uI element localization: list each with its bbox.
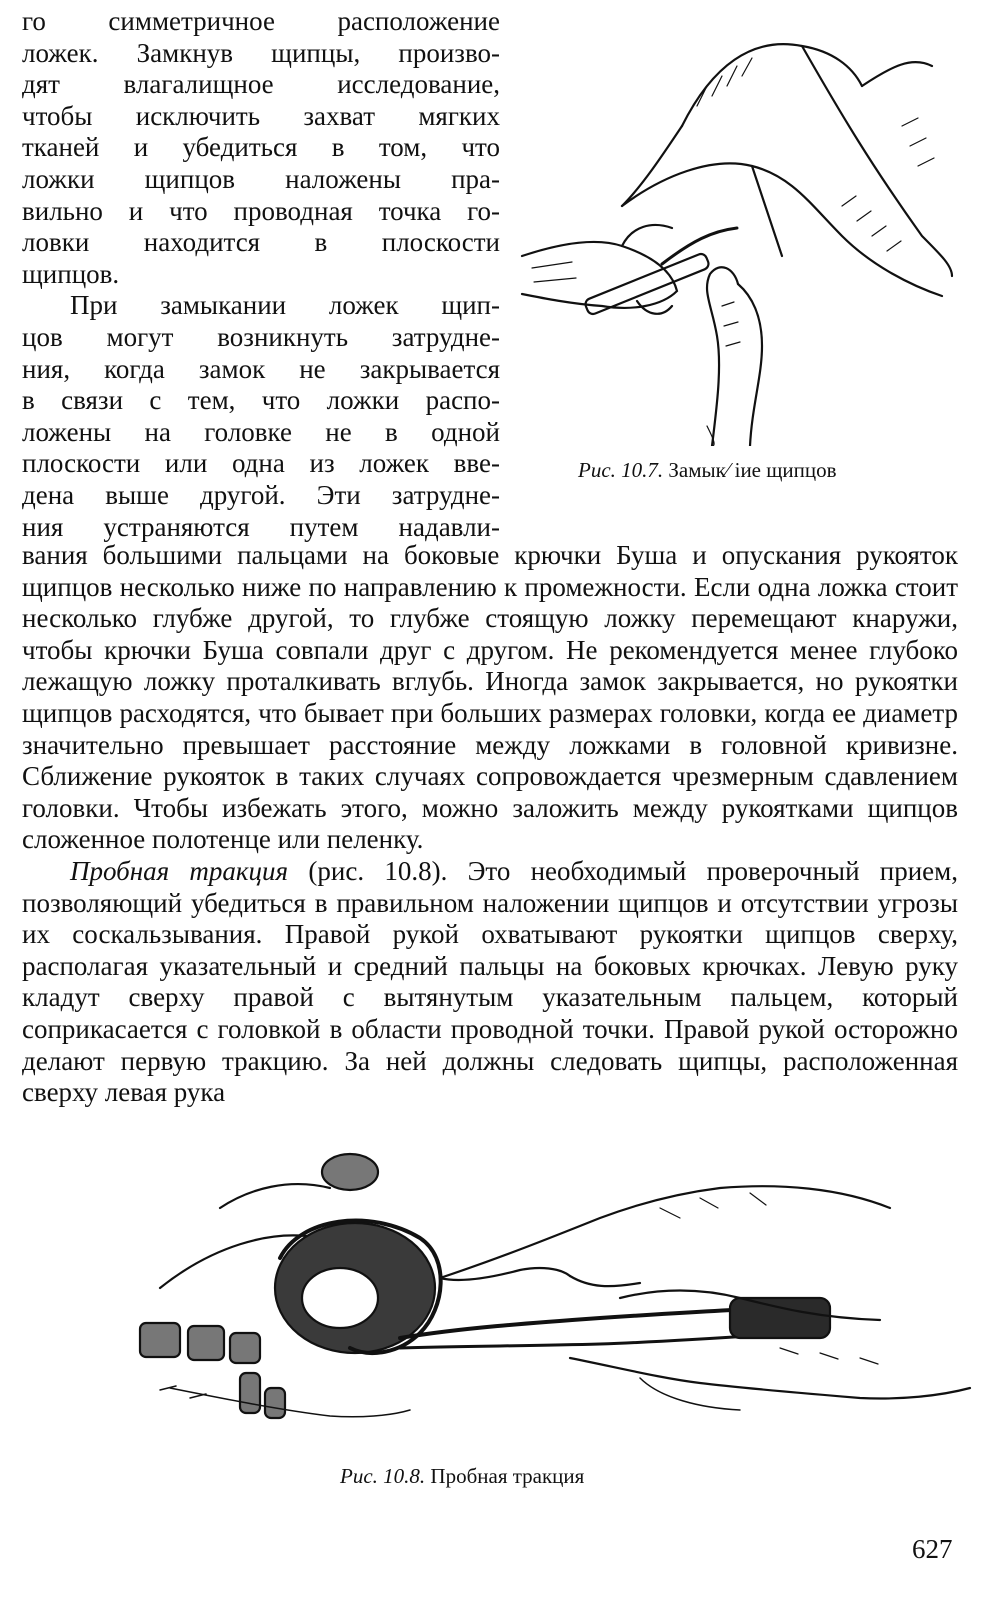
paragraph-1 <box>22 6 500 290</box>
italic-term: Пробная тракция <box>70 855 289 886</box>
paragraph-2-continuation: вания большими пальцами на боковые крючки Буша и опускания рукояток щипцов несколько ниже по направлению к промежности. Если одна ложка стоит несколько глубже другой, то глубже стоящую ложку перемещают кнаружи, чтобы крючки Буша совпали друг с другом. Не рекомендуется менее глубоко лежащую ложку проталкивать вглубь. Иногда замок закрывается, но рукоятки щипцов расходятся, что бывает при больших размерах головки, когда ее диаметр значительно превышает расстояние между ложками в головной кривизне. Сближение рукояток в таких случаях сопровождается чрезмерным сдавлением головки. Чтобы избежать этого, можно заложить между рукоятками щипцов сложенное полотенце или пеленку. <box>22 540 958 855</box>
text-line: ния, когда замок не закрывается <box>22 353 500 384</box>
text-line: ложки щипцов наложены пра- <box>22 163 500 194</box>
figure-10-8-illustration <box>100 1148 980 1452</box>
text-line: тканей и убедиться в том, что <box>22 132 500 163</box>
text-line: дят влагалищное исследование, <box>22 69 500 100</box>
top-text-block <box>22 6 500 543</box>
figure-10-7-caption <box>578 458 837 483</box>
paragraph-3 <box>22 856 958 1109</box>
text-line: чтобы исключить захват мягких <box>22 100 500 131</box>
figure-10-7-illustration <box>512 6 982 446</box>
paragraph-text: (рис. 10.8). Это необходимый проверочный прием, позволяющий убедиться в правильном наложении щипцов и отсутствии угрозы их соскальзывания. Правой рукой охватывают рукоятки щипцов сверху, располагая указательный и средний пальцы на боковых крючках. Левую руку кладут сверху правой с вытянутым указательным пальцем, который соприкасается с головкой в области проводной точки. Правой рукой осторожно делают первую тракцию. За ней должны следовать щипцы, расположенная сверху левая рука <box>22 855 958 1108</box>
paragraph-2-start <box>22 290 500 543</box>
text-line: ложены на головке не в одной <box>22 416 500 447</box>
figure-title: Замык⁄ іие щипцов <box>668 458 837 482</box>
text-line: ловки находится в плоскости <box>22 227 500 258</box>
text-line: го симметричное расположение <box>22 6 500 36</box>
text-line: ния устраняются путем надавли- <box>22 511 500 542</box>
page-number: 627 <box>912 1534 953 1564</box>
figure-10-8-caption <box>340 1464 584 1489</box>
text-line: При замыкании ложек щип- <box>70 290 500 321</box>
text-line: в связи с тем, что ложки распо- <box>22 385 500 416</box>
text-line: ложек. Замкнув щипцы, произво- <box>22 37 500 68</box>
text-line: плоскости или одна из ложек вве- <box>22 448 500 479</box>
figure-label: Рис. 10.8. <box>340 1464 426 1488</box>
main-text-block <box>22 540 958 1109</box>
text-line: вильно и что проводная точка го- <box>22 195 500 226</box>
text-line: цов могут возникнуть затрудне- <box>22 321 500 352</box>
figure-title: Пробная тракция <box>430 1464 585 1488</box>
figure-label: Рис. 10.7. <box>578 458 664 482</box>
text-line: дена выше другой. Эти затрудне- <box>22 479 500 510</box>
text-line: щипцов. <box>22 258 120 289</box>
